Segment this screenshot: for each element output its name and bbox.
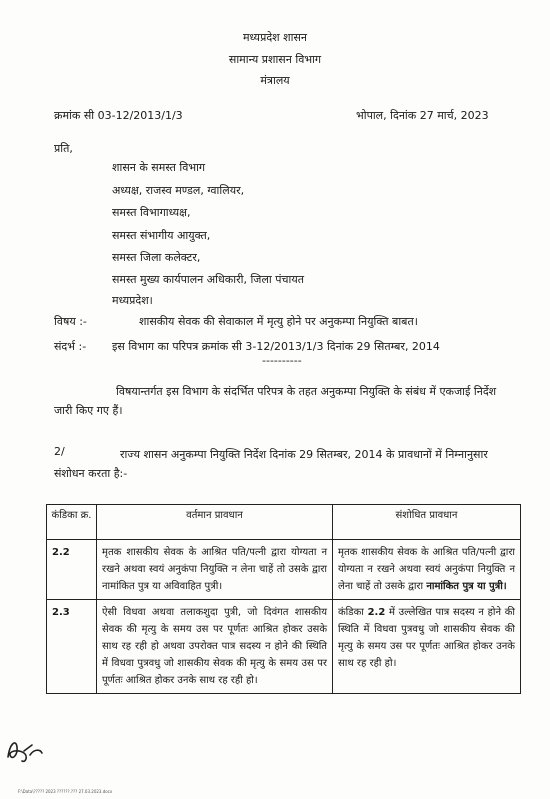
revised-provision [333, 540, 521, 600]
header-government: मध्यप्रदेश शासन [242, 31, 308, 44]
paragraph-2: राज्य शासन अनुकम्पा नियुक्ति निर्देश दिनांक 29 सितम्बर, 2014 के प्रावधानों में निम्नानुसार संशोधन करता है:- [54, 448, 488, 480]
revised-provision [333, 600, 521, 694]
clause-number: 2.3 [47, 600, 97, 694]
column-header-current: वर्तमान प्रावधान [97, 505, 333, 540]
recipient: शासन के समस्त विभाग [112, 161, 206, 174]
revised-bold-text: नामांकित पुत्र या पुत्री। [426, 581, 507, 592]
table-row [47, 600, 521, 694]
recipient: मध्यप्रदेश। [112, 294, 153, 307]
clause-number: 2.2 [47, 540, 97, 600]
paragraph-1: विषयान्तर्गत इस विभाग के संदर्भित परिपत्र के तहत अनुकम्पा नियुक्ति के संबंध में एकजाई निर्देश जारी किए गए हैं। [54, 385, 497, 417]
recipient: समस्त संभागीय आयुक्त, [112, 229, 211, 242]
handwritten-initials-icon [4, 733, 48, 769]
revised-text: में उल्लेखित पात्र सदस्य न होने की स्थिति में विधवा पुत्रवधु जो शासकीय सेवक की मृत्यु के समय उस पर पूर्णतः आश्रित होकर उनके साथ रह रही हो। [338, 607, 515, 669]
to-label: प्रति, [54, 142, 73, 155]
revised-prefix: कंडिका [338, 607, 364, 618]
reference-text: इस विभाग का परिपत्र क्रमांक सी 3-12/2013/1/3 दिनांक 29 सितम्बर, 2014 [112, 340, 440, 353]
provisions-table [46, 504, 521, 694]
current-provision: ऐसी विधवा अथवा तलाकशुदा पुत्री, जो दिवंगत शासकीय सेवक की मृत्यु के समय उस पर पूर्णतः आश्रित होकर उसके साथ रह रही हो अथवा उपरोक्त पात्र सदस्य न होने की स्थिति में विधवा पुत्रवधु जो शासकीय सेवक की मृत्यु के समय उस पर पूर्णतः आश्रित होकर उनके साथ रह रही हो। [97, 600, 333, 694]
separator: ---------- [262, 354, 302, 367]
revised-text: मृतक शासकीय सेवक के आश्रित पति/पत्नी द्वारा योग्यता न रखने अथवा स्वयं अनुकंपा नियुक्ति न लेना चाहें तो उसके द्वारा [338, 547, 515, 592]
header-ministry: मंत्रालय [260, 74, 290, 87]
reference-label: संदर्भ :- [54, 340, 87, 353]
paragraph-2-number: 2/ [54, 445, 65, 458]
recipient: समस्त जिला कलेक्टर, [112, 251, 201, 264]
recipient: समस्त मुख्य कार्यपालन अधिकारी, जिला पंचायत [112, 273, 304, 286]
header-department: सामान्य प्रशासन विभाग [228, 53, 322, 66]
table-header-row [47, 505, 521, 540]
subject-text: शासकीय सेवक की सेवाकाल में मृत्यु होने पर अनुकम्पा नियुक्ति बाबत। [139, 315, 418, 328]
column-header-revised: संशोधित प्रावधान [333, 505, 521, 540]
subject-label: विषय :- [54, 315, 87, 328]
place-date: भोपाल, दिनांक 27 मार्च, 2023 [356, 109, 489, 122]
recipient: अध्यक्ष, राजस्व मण्डल, ग्वालियर, [112, 184, 245, 197]
recipient: समस्त विभागाध्यक्ष, [112, 206, 191, 219]
order-number: क्रमांक सी 03-12/2013/1/3 [54, 109, 183, 122]
revised-bold-text: 2.2 [367, 607, 386, 618]
table-row [47, 540, 521, 600]
file-path-footer: F:\Data\????? 2023 ??????.??? 27.03.2023.docx [18, 789, 113, 794]
column-header-clause: कंडिका क्र. [47, 505, 97, 540]
current-provision: मृतक शासकीय सेवक के आश्रित पति/पत्नी द्वारा योग्यता न रखने अथवा स्वयं अनुकंपा नियुक्ति न लेना चाहें तो उसके द्वारा नामांकित पुत्र या अविवाहित पुत्री। [97, 540, 333, 600]
